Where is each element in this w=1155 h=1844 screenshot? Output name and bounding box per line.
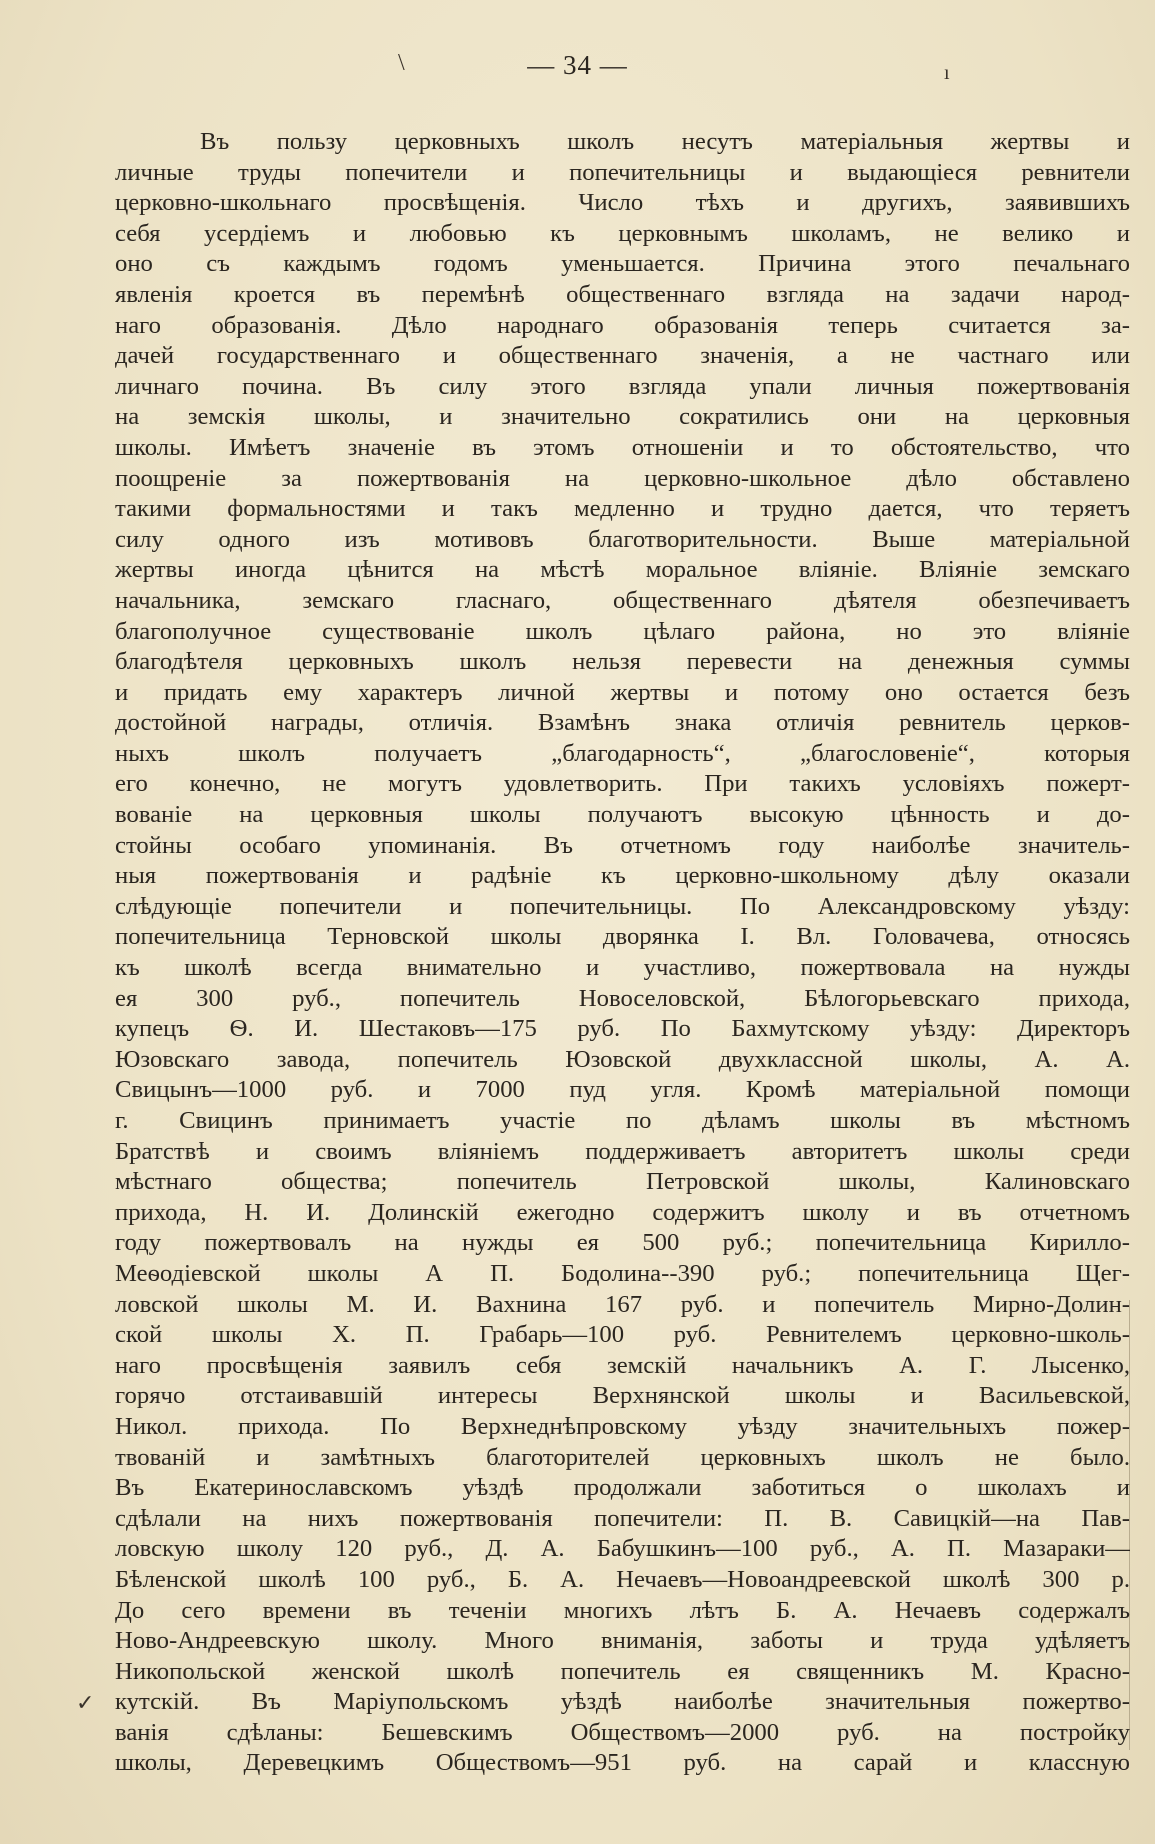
text-line: ныхъ школъ получаетъ „благодарность“, „благословеніе“, которыя [115,739,1130,767]
text-line: себя усердіемъ и любовью къ церковнымъ школамъ, не велико и [115,219,1130,247]
text-line: кутскій. Въ Маріупольскомъ уѣздѣ наиболѣе значительныя пожертво- [115,1688,1130,1716]
text-line: мѣстнаго общества; попечитель Петровской школы, Калиновскаго [115,1168,1130,1196]
text-line: году пожертвовалъ на нужды ея 500 руб.; попечительница Кирилло- [115,1229,1130,1257]
text-line: попечительница Терновской школы дворянка І. Вл. Головачева, относясь [115,923,1130,951]
text-line: церковно-школьнаго просвѣщенія. Число тѣхъ и другихъ, заявившихъ [115,189,1130,217]
text-line: вованіе на церковныя школы получаютъ высокую цѣнность и до- [115,801,1130,829]
text-line: къ школѣ всегда внимательно и участливо, пожертвовала на нужды [115,954,1130,982]
text-line: Никопольской женской школѣ попечитель ея священникъ М. Красно- [115,1657,1130,1685]
text-line: Юзовскаго завода, попечитель Юзовской двухклассной школы, А. А. [115,1045,1130,1073]
text-line: ловскую школу 120 руб., Д. А. Бабушкинъ—100 руб., А. П. Мазараки— [115,1535,1130,1563]
text-line: поощреніе за пожертвованія на церковно-школьное дѣло обставлено [115,464,1130,492]
text-line: достойной награды, отличія. Взамѣнъ знака отличія ревнитель церков- [115,709,1130,737]
text-line: на земскія школы, и значительно сократились они на церковныя [115,403,1130,431]
page-number: — 34 — [527,50,628,80]
text-line: Меѳодіевской школы А П. Бодолина--390 руб.; попечительница Щег- [115,1259,1130,1287]
text-line: благодѣтеля церковныхъ школъ нельзя перевести на денежныя суммы [115,648,1130,676]
text-line: слѣдующіе попечители и попечительницы. По Александровскому уѣзду: [115,892,1130,920]
text-line: Свицынъ—1000 руб. и 7000 пуд угля. Кромѣ матеріальной помощи [115,1076,1130,1104]
text-line: явленія кроется въ перемѣнѣ общественнаго взгляда на задачи народ- [115,280,1130,308]
text-line: прихода, Н. И. Долинскій ежегодно содержитъ школу и въ отчетномъ [115,1198,1130,1226]
text-line: ея 300 руб., попечитель Новоселовской, Бѣлогорьевскаго прихода, [115,984,1130,1012]
text-line: г. Свицинъ принимаетъ участіе по дѣламъ школы въ мѣстномъ [115,1107,1130,1134]
text-line: стойны особаго упоминанія. Въ отчетномъ году наиболѣе значитель- [115,831,1130,859]
text-line: дачей государственнаго и общественнаго значенія, а не частнаго или [115,342,1130,370]
text-line: его конечно, не могутъ удовлетворить. При такихъ условіяхъ пожерт- [115,770,1130,798]
text-line: ловской школы М. И. Вахнина 167 руб. и попечитель Мирно-Долин- [115,1290,1130,1318]
text-line: Никол. прихода. По Верхнеднѣпровскому уѣзду значительныхъ пожер- [115,1412,1130,1440]
text-line: оно съ каждымъ годомъ уменьшается. Причина этого печальнаго [115,250,1130,278]
body-text [115,127,1130,1779]
text-line: начальника, земскаго гласнаго, общественнаго дѣятеля обезпечиваетъ [115,586,1130,614]
text-line: Въ пользу церковныхъ школъ несутъ матеріальныя жертвы и [200,128,1130,155]
text-line: школы, Деревецкимъ Обществомъ—951 руб. на сарай и классную [115,1749,1130,1777]
text-line: наго образованія. Дѣло народнаго образованія теперь считается за- [115,311,1130,339]
text-line: и придать ему характеръ личной жертвы и потому оно остается безъ [115,678,1130,706]
text-line: твованій и замѣтныхъ благоторителей церковныхъ школъ не было. [115,1443,1130,1471]
text-line: ской школы Х. П. Грабарь—100 руб. Ревнителемъ церковно-школь- [115,1321,1130,1349]
top-right-mark: ı [944,62,950,84]
text-line: ванія сдѣланы: Бешевскимъ Обществомъ—2000 руб. на постройку [115,1718,1130,1746]
text-line: школы. Имѣетъ значеніе въ этомъ отношеніи и то обстоятельство, что [115,433,1130,461]
text-line: Бѣленской школѣ 100 руб., Б. А. Нечаевъ—Новоандреевской школѣ 300 р. [115,1565,1130,1593]
text-line: наго просвѣщенія заявилъ себя земскій начальникъ А. Г. Лысенко, [115,1351,1130,1379]
text-line: Братствѣ и своимъ вліяніемъ поддерживаетъ авторитетъ школы среди [115,1137,1130,1165]
text-line: Ново-Андреевскую школу. Много вниманія, заботы и труда удѣляетъ [115,1627,1130,1655]
top-left-mark: \ [398,50,405,76]
text-line: До сего времени въ теченіи многихъ лѣтъ Б. А. Нечаевъ содержалъ [115,1596,1130,1624]
text-line: личнаго почина. Въ силу этого взгляда упали личныя пожертвованія [115,372,1130,400]
text-line: купецъ Ѳ. И. Шестаковъ—175 руб. По Бахмутскому уѣзду: Директоръ [115,1015,1130,1043]
text-line: сдѣлали на нихъ пожертвованія попечители: П. В. Савицкій—на Пав- [115,1504,1130,1532]
text-line: жертвы иногда цѣнится на мѣстѣ моральное вліяніе. Вліяніе земскаго [115,556,1130,584]
margin-check-mark: ✓ [76,1690,95,1715]
text-line: силу одного изъ мотивовъ благотворительности. Выше матеріальной [115,525,1130,553]
text-line: горячо отстаивавшій интересы Верхнянской школы и Васильевской, [115,1382,1130,1410]
text-line: личные труды попечители и попечительницы и выдающіеся ревнители [115,158,1130,186]
text-line: благополучное существованіе школъ цѣлаго района, но это вліяніе [115,617,1130,645]
text-line: ныя пожертвованія и радѣніе къ церковно-школьному дѣлу оказали [115,862,1130,890]
text-line: Въ Екатеринославскомъ уѣздѣ продолжали заботиться о школахъ и [115,1474,1130,1502]
text-line: такими формальностями и такъ медленно и трудно дается, что теряетъ [115,495,1130,523]
